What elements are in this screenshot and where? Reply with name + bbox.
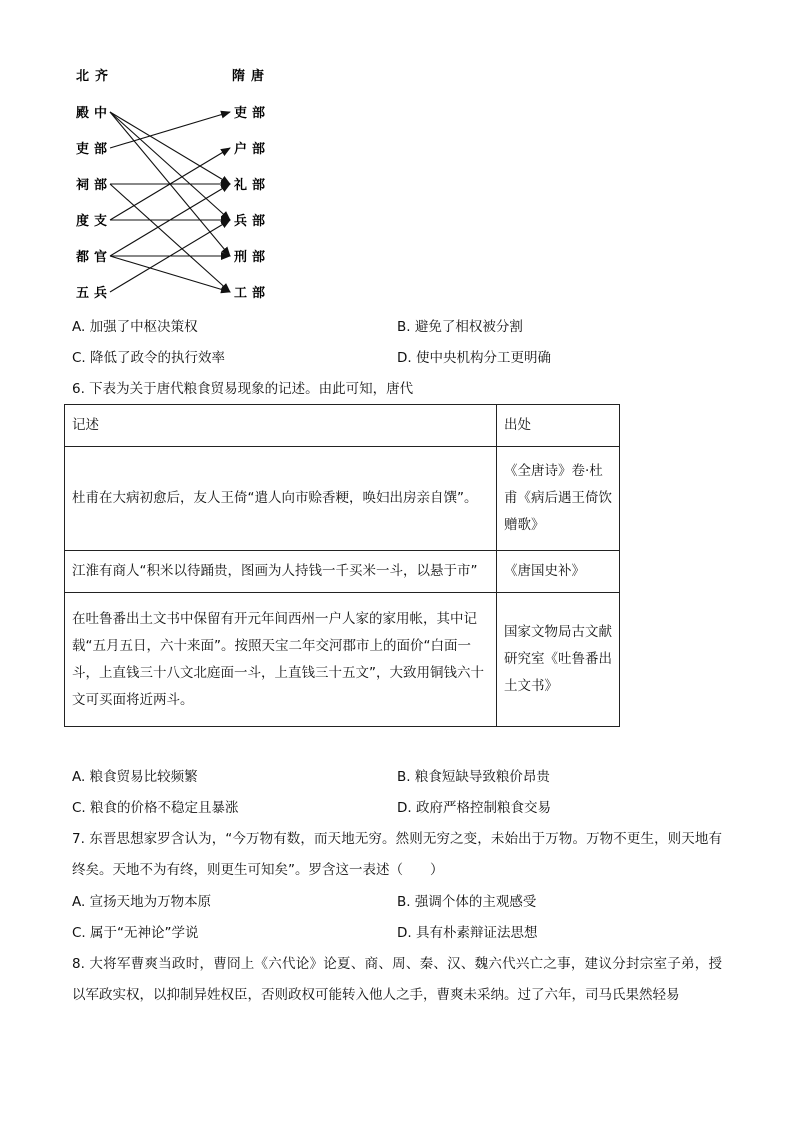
table-row	[65, 593, 620, 727]
table-cell: 国家文物局古文献研究室《吐鲁番出土文书》	[497, 593, 620, 727]
right-node: 工部	[234, 286, 271, 301]
table-header-row	[65, 405, 620, 447]
right-node: 刑部	[234, 250, 271, 265]
right-node: 吏部	[234, 106, 271, 121]
right-header: 隋唐	[232, 69, 271, 84]
q6-option-a: A. 粮食贸易比较频繁	[72, 769, 198, 785]
table-row	[65, 447, 620, 551]
q6-option-c: C. 粮食的价格不稳定且暴涨	[72, 800, 239, 816]
left-node: 度支	[76, 214, 113, 229]
table-cell: 杜甫在大病初愈后，友人王倚“遣人向市赊香粳，唤妇出房亲自馔”。	[65, 447, 497, 551]
table-cell: 在吐鲁番出土文书中保留有开元年间西州一户人家的家用帐，其中记载“五月五日，六十来面”。按照天宝二年交河郡市上的面价“白面一斗，上直钱三十八文北庭面一斗，上直钱三十五文”，大致用铜钱六十文可买面将近两斗。	[65, 593, 497, 727]
arrow	[110, 184, 230, 292]
q7-stem: 7. 东晋思想家罗含认为，“今万物有数，而天地无穷。然则无穷之变，未始出于万物。万物不更生，则天地有终矣。天地不为有终，则更生可知矣”。罗含这一表述（ ）	[72, 831, 722, 878]
table-header-cell: 记述	[65, 405, 497, 447]
table-header-cell: 出处	[497, 405, 620, 447]
q5-option-d: D. 使中央机构分工更明确	[397, 350, 551, 366]
arrow	[110, 256, 230, 292]
arrow	[110, 112, 230, 220]
q8-stem: 8. 大将军曹爽当政时，曹冏上《六代论》论夏、商、周、秦、汉、魏六代兴亡之事，建议分封宗室子弟，授以军政实权，以抑制异姓权臣，否则政权可能转入他人之手，曹爽未采纳。过了六年，司马氏果然轻易	[72, 956, 722, 1003]
q6-stem: 6. 下表为关于唐代粮食贸易现象的记述。由此可知，唐代	[72, 381, 414, 397]
table-cell: 《唐国史补》	[497, 551, 620, 593]
left-node: 殿中	[76, 106, 113, 121]
arrow	[110, 112, 230, 148]
arrow	[110, 112, 230, 184]
table-row	[65, 551, 620, 593]
left-node: 祠部	[76, 178, 113, 193]
q7-option-b: B. 强调个体的主观感受	[397, 894, 537, 910]
mapping-arrows	[110, 112, 230, 292]
q6-table	[64, 404, 620, 727]
right-node: 兵部	[234, 214, 271, 229]
table-cell: 江淮有商人“积米以待踊贵，图画为人持钱一千买米一斗，以悬于市”	[65, 551, 497, 593]
left-node: 吏部	[76, 142, 113, 157]
left-node: 五兵	[76, 286, 113, 301]
left-node: 都官	[76, 250, 113, 265]
q7-option-d: D. 具有朴素辩证法思想	[397, 925, 538, 941]
q7-option-c: C. 属于“无神论”学说	[72, 925, 199, 941]
q5-option-b: B. 避免了相权被分割	[397, 319, 523, 335]
q7-option-a: A. 宣扬天地为万物本原	[72, 894, 212, 910]
right-node: 户部	[234, 142, 271, 157]
q5-option-a: A. 加强了中枢决策权	[72, 319, 198, 335]
right-node: 礼部	[234, 178, 271, 193]
q6-option-d: D. 政府严格控制粮食交易	[397, 800, 551, 816]
table-cell: 《全唐诗》卷·杜甫《病后遇王倚饮赠歌》	[497, 447, 620, 551]
department-mapping-diagram	[60, 60, 280, 310]
q5-option-c: C. 降低了政令的执行效率	[72, 350, 226, 366]
left-header: 北齐	[76, 69, 115, 84]
q6-option-b: B. 粮食短缺导致粮价昂贵	[397, 769, 550, 785]
